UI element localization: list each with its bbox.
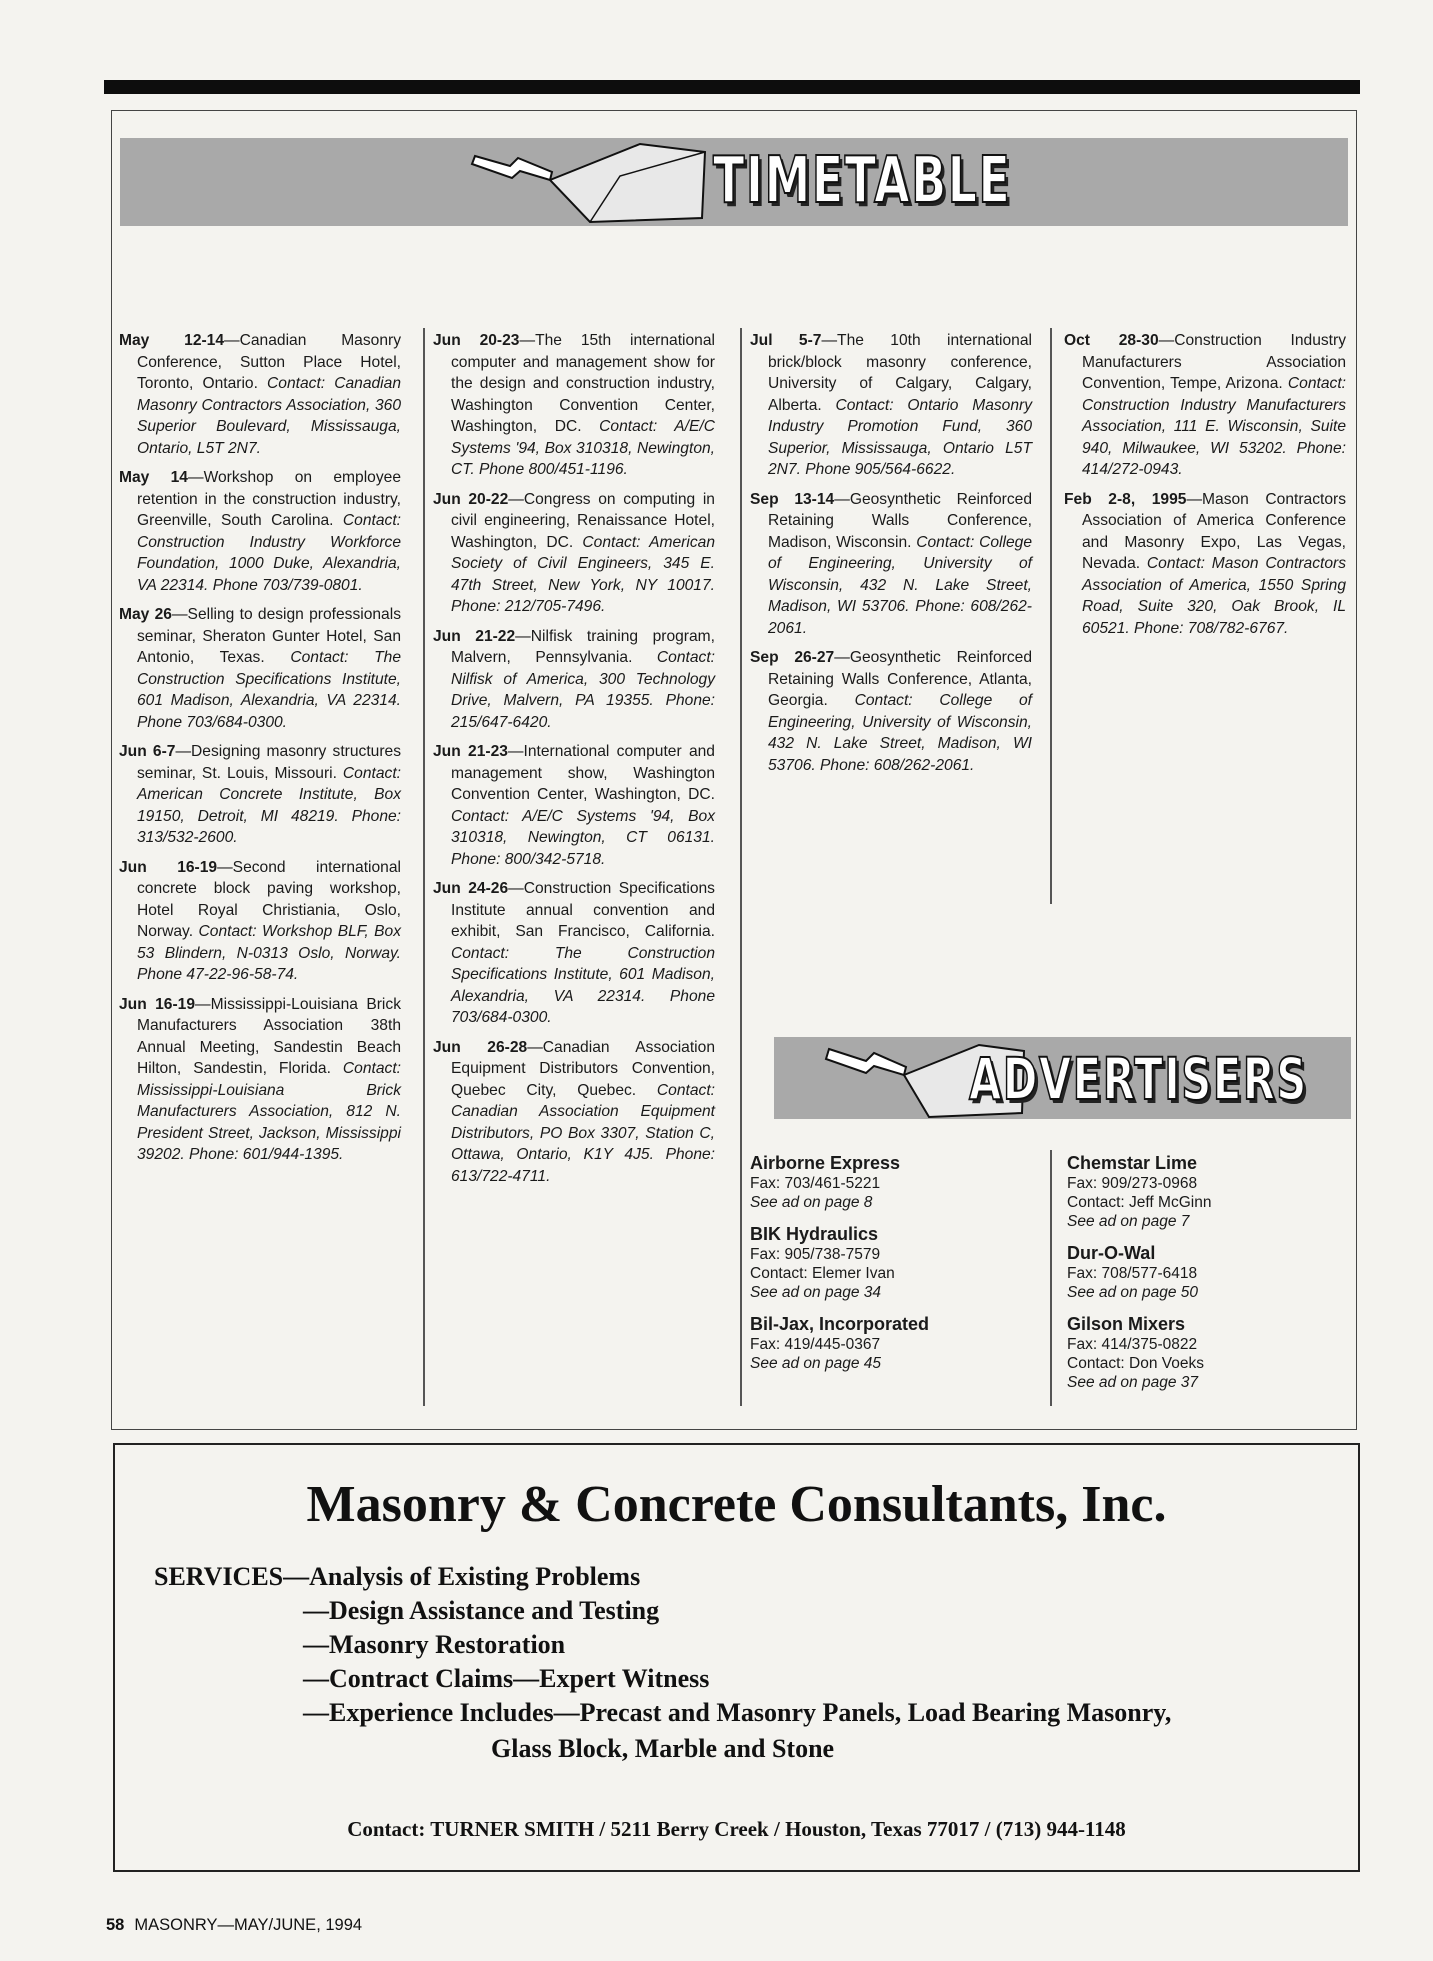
advertiser-detail: Contact: Don Voeks [1067, 1355, 1204, 1372]
advertisers-banner [774, 1037, 1351, 1119]
entry-contact: Contact: Construction Industry Manufacturers Association, 111 E. Wisconsin, Suite 940, Milwaukee, WI 53202. Phone: 414/272-0943. [1082, 375, 1346, 478]
entry-description: —Construction Specifications Institute annual convention and exhibit, San Francisco, California. [451, 880, 715, 940]
timetable-column-1 [119, 330, 401, 1174]
page-footer [106, 1916, 362, 1935]
advertiser-detail: Fax: 905/738-7579 [750, 1246, 881, 1263]
timetable-title: TIMETABLE [713, 144, 1012, 218]
advertiser-detail: Contact: Elemer Ivan [750, 1265, 895, 1282]
entry-contact: Contact: American Concrete Institute, Box 19150, Detroit, MI 48219. Phone: 313/532-2600. [137, 764, 401, 846]
timetable-entry [433, 489, 715, 618]
entry-date: Jul 5-7 [750, 332, 822, 349]
entry-contact: Contact: The Construction Specifications Institute, 601 Madison, Alexandria, VA 22314. Phone 703/684-0300. [451, 944, 715, 1026]
entry-description: —Nilfisk training program, Malvern, Pennsylvania. [451, 627, 715, 666]
entry-contact: Contact: A/E/C Systems '94, Box 310318, Newington, CT. Phone 800/451-1196. [451, 418, 715, 478]
advertisers-left-list [750, 1153, 1000, 1385]
entry-date: Jun 16-19 [119, 858, 218, 876]
advertiser-page-ref: See ad on page 50 [1067, 1284, 1199, 1301]
timetable-entry [1064, 330, 1346, 481]
timetable-entry [750, 647, 1032, 776]
entry-contact: Contact: Nilfisk of America, 300 Technology Drive, Malvern, PA 19355. Phone: 215/647-6420. [451, 649, 715, 731]
advertiser-detail: Fax: 703/461-5221 [750, 1175, 881, 1192]
entry-date: Jun 24-26 [433, 880, 509, 897]
advertiser-item [1067, 1153, 1317, 1231]
advertiser-item [750, 1224, 1000, 1302]
entry-date: Jun 26-28 [433, 1038, 528, 1056]
advertiser-name: Airborne Express [750, 1153, 901, 1173]
ad-service-line: —Experience Includes—Precast and Masonry Panels, Load Bearing Masonry, [303, 1698, 1172, 1727]
entry-contact: Contact: Canadian Association Equipment Distributors, PO Box 3307, Station C, Ottawa, Ontario, K1Y 4J5. Phone: 613/722-4711. [451, 1081, 715, 1185]
timetable-entry [750, 330, 1032, 481]
entry-description: —Geosynthetic Reinforced Retaining Walls Conference, Atlanta, Georgia. [768, 649, 1032, 709]
entry-date: Jun 16-19 [119, 995, 196, 1013]
entry-description: —Designing masonry structures seminar, St. Louis, Missouri. [137, 743, 401, 782]
timetable-entry [119, 604, 401, 733]
entry-date: Feb 2-8, 1995 [1064, 490, 1187, 508]
timetable-entry [119, 994, 401, 1166]
entry-description: —Canadian Masonry Conference, Sutton Place Hotel, Toronto, Ontario. [137, 332, 401, 392]
consultants-ad [113, 1443, 1360, 1872]
entry-description: —Selling to design professionals seminar, Sheraton Gunter Hotel, San Antonio, Texas. [137, 606, 401, 666]
advertiser-detail: Fax: 414/375-0822 [1067, 1336, 1198, 1353]
entry-date: Jun 20-23 [433, 332, 520, 349]
entry-date: Oct 28-30 [1064, 332, 1159, 349]
entry-contact: Contact: College of Engineering, University of Wisconsin, 432 N. Lake Street, Madison, WI 53706. Phone: 608/262-2061. [768, 692, 1032, 774]
ad-title: Masonry & Concrete Consultants, Inc. [306, 1476, 1167, 1533]
entry-date: Sep 26-27 [750, 649, 835, 666]
entry-description: —Mississippi-Louisiana Brick Manufacturers Association 38th Annual Meeting, Sandestin Beach Hilton, Sandestin, Florida. [137, 995, 401, 1077]
advertiser-page-ref: See ad on page 45 [750, 1355, 882, 1372]
advertiser-page-ref: See ad on page 37 [1067, 1374, 1199, 1391]
column-divider [740, 328, 742, 1406]
page-number: 58 [106, 1916, 125, 1934]
entry-description: —Construction Industry Manufacturers Association Convention, Tempe, Arizona. [1082, 332, 1346, 392]
entry-date: Jun 20-22 [433, 490, 509, 508]
entry-contact: Contact: Mississippi-Louisiana Brick Manufacturers Association, 812 N. President Street, Jackson, Mississippi 39202. Phone: 601/944-1395. [137, 1060, 401, 1163]
advertiser-detail: Fax: 419/445-0367 [750, 1336, 881, 1353]
timetable-column-2 [433, 330, 715, 1195]
advertiser-item [750, 1153, 1000, 1212]
entry-contact: Contact: College of Engineering, University of Wisconsin, 432 N. Lake Street, Madison, WI 53706. Phone: 608/262-2061. [768, 533, 1032, 637]
timetable-banner [120, 138, 1348, 226]
entry-contact: Contact: Construction Industry Workforce Foundation, 1000 Duke, Alexandria, VA 22314. Phone 703/739-0801. [137, 512, 401, 594]
advertiser-page-ref: See ad on page 34 [750, 1284, 882, 1301]
timetable-entry [1064, 489, 1346, 640]
entry-description: —The 15th international computer and management show for the design and construction industry, Washington Convention Center, Washington, DC. [451, 332, 715, 435]
timetable-entry [119, 330, 401, 459]
advertiser-item [1067, 1243, 1317, 1302]
entry-description: —Workshop on employee retention in the construction industry, Greenville, South Carolina. [137, 469, 401, 529]
entry-description: —Canadian Association Equipment Distributors Convention, Quebec City, Quebec. [451, 1038, 715, 1099]
ad-service-line: SERVICES—Analysis of Existing Problems [154, 1562, 641, 1591]
timetable-entry [119, 857, 401, 986]
advertiser-name: Gilson Mixers [1067, 1314, 1186, 1334]
timetable-entry [433, 878, 715, 1029]
entry-date: Sep 13-14 [750, 490, 835, 508]
entry-date: Jun 21-22 [433, 627, 516, 645]
advertisers-right-list [1067, 1153, 1317, 1404]
entry-description: —The 10th international brick/block masonry conference, University of Calgary, Calgary, Alberta. [768, 332, 1032, 414]
advertiser-item [750, 1314, 1000, 1373]
entry-date: May 14 [119, 469, 188, 486]
entry-contact: Contact: Mason Contractors Association of America, 1550 Spring Road, Suite 320, Oak Brook, IL 60521. Phone: 708/782-6767. [1082, 555, 1347, 637]
advertiser-name: Dur-O-Wal [1067, 1243, 1156, 1263]
advertiser-name: Bil-Jax, Incorporated [750, 1314, 930, 1334]
top-rule [104, 80, 1360, 94]
entry-description: —Geosynthetic Reinforced Retaining Walls Conference, Madison, Wisconsin. [768, 490, 1032, 551]
advertiser-detail: Contact: Jeff McGinn [1067, 1194, 1212, 1211]
ad-service-line: —Masonry Restoration [303, 1630, 566, 1659]
advertiser-name: Chemstar Lime [1067, 1153, 1198, 1173]
ad-service-line: —Contract Claims—Expert Witness [303, 1664, 710, 1693]
timetable-entry [433, 741, 715, 870]
entry-description: —Congress on computing in civil engineering, Renaissance Hotel, Washington, DC. [451, 490, 715, 551]
ad-service-line: —Design Assistance and Testing [303, 1596, 660, 1625]
advertiser-name: BIK Hydraulics [750, 1224, 879, 1244]
column-divider [1050, 1150, 1052, 1406]
column-divider [423, 328, 425, 1406]
column-divider [1050, 328, 1052, 904]
ad-contact: Contact: TURNER SMITH / 5211 Berry Creek / Houston, Texas 77017 / (713) 944-1148 [347, 1817, 1126, 1841]
advertiser-detail: Fax: 909/273-0968 [1067, 1175, 1198, 1192]
ad-service-line: Glass Block, Marble and Stone [491, 1734, 835, 1763]
entry-description: —Mason Contractors Association of America Conference and Masonry Expo, Las Vegas, Nevada. [1082, 490, 1347, 572]
advertiser-page-ref: See ad on page 8 [750, 1194, 873, 1211]
entry-description: —Second international concrete block paving workshop, Hotel Royal Christiania, Oslo, Norway. [137, 858, 401, 940]
timetable-entry [119, 741, 401, 849]
entry-date: Jun 21-23 [433, 743, 508, 760]
advertiser-page-ref: See ad on page 7 [1067, 1213, 1190, 1230]
entry-date: Jun 6-7 [119, 743, 176, 760]
timetable-entry [433, 626, 715, 734]
entry-date: May 12-14 [119, 332, 225, 349]
timetable-entry [433, 1037, 715, 1188]
entry-date: May 26 [119, 606, 172, 623]
entry-contact: Contact: Ontario Masonry Industry Promotion Fund, 360 Superior, Mississauga, Ontario L5T 2N7. Phone 905/564-6622. [768, 396, 1033, 478]
entry-description: —International computer and management show, Washington Convention Center, Washington, DC. [451, 743, 715, 803]
entry-contact: Contact: Canadian Masonry Contractors Association, 360 Superior Boulevard, Mississauga, Ontario, L5T 2N7. [137, 375, 401, 457]
timetable-entry [750, 489, 1032, 640]
advertisers-title: ADVERTISERS [969, 1045, 1308, 1113]
timetable-column-3 [750, 330, 1032, 784]
entry-contact: Contact: Workshop BLF, Box 53 Blindern, N-0313 Oslo, Norway. Phone 47-22-96-58-74. [137, 923, 401, 983]
advertiser-detail: Fax: 708/577-6418 [1067, 1265, 1198, 1282]
timetable-column-4 [1064, 330, 1346, 647]
publication-line: MASONRY—MAY/JUNE, 1994 [134, 1916, 363, 1934]
timetable-entry [433, 330, 715, 481]
timetable-entry [119, 467, 401, 596]
entry-contact: Contact: American Society of Civil Engineers, 345 E. 47th Street, New York, NY 10017. Phone: 212/705-7496. [451, 533, 715, 615]
advertiser-item [1067, 1314, 1317, 1392]
entry-contact: Contact: The Construction Specifications Institute, 601 Madison, Alexandria, VA 22314. Phone 703/684-0300. [137, 649, 401, 731]
entry-contact: Contact: A/E/C Systems '94, Box 310318, Newington, CT 06131. Phone: 800/342-5718. [451, 807, 715, 868]
